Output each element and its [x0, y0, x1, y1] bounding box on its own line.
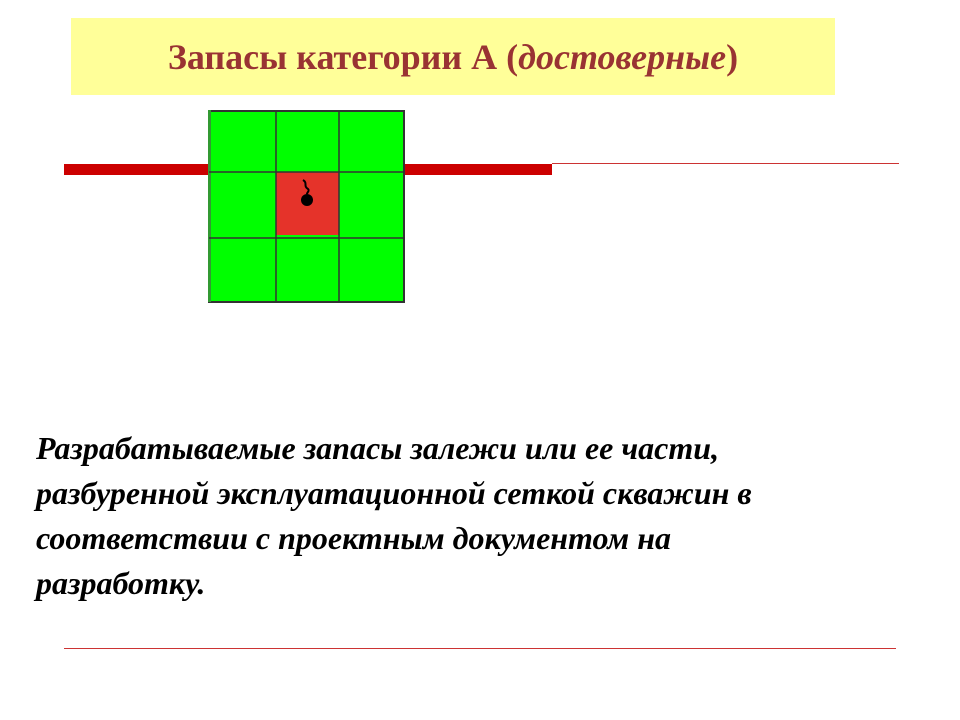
title-italic: достоверные [518, 36, 727, 77]
description-line-4: разработку. [36, 565, 206, 601]
well-grid-diagram [208, 110, 406, 304]
bottom-divider-line [64, 648, 896, 649]
description-line-3: соответствии с проектным документом на [36, 520, 671, 556]
profile-line-right [402, 164, 552, 175]
description-line-1: Разрабатываемые запасы залежи или ее части, [36, 430, 720, 466]
title-banner [71, 18, 835, 95]
profile-line-left [64, 164, 210, 175]
title-suffix: ) [726, 36, 739, 77]
description-line-2: разбуренной эксплуатационной сеткой скважин в [36, 475, 752, 511]
slide-title [168, 36, 738, 78]
grid-left-edge [208, 110, 211, 302]
title-prefix: Запасы категории А ( [167, 36, 519, 77]
grid-svg [208, 110, 406, 304]
top-divider-line [552, 163, 899, 164]
description-text [36, 426, 936, 606]
